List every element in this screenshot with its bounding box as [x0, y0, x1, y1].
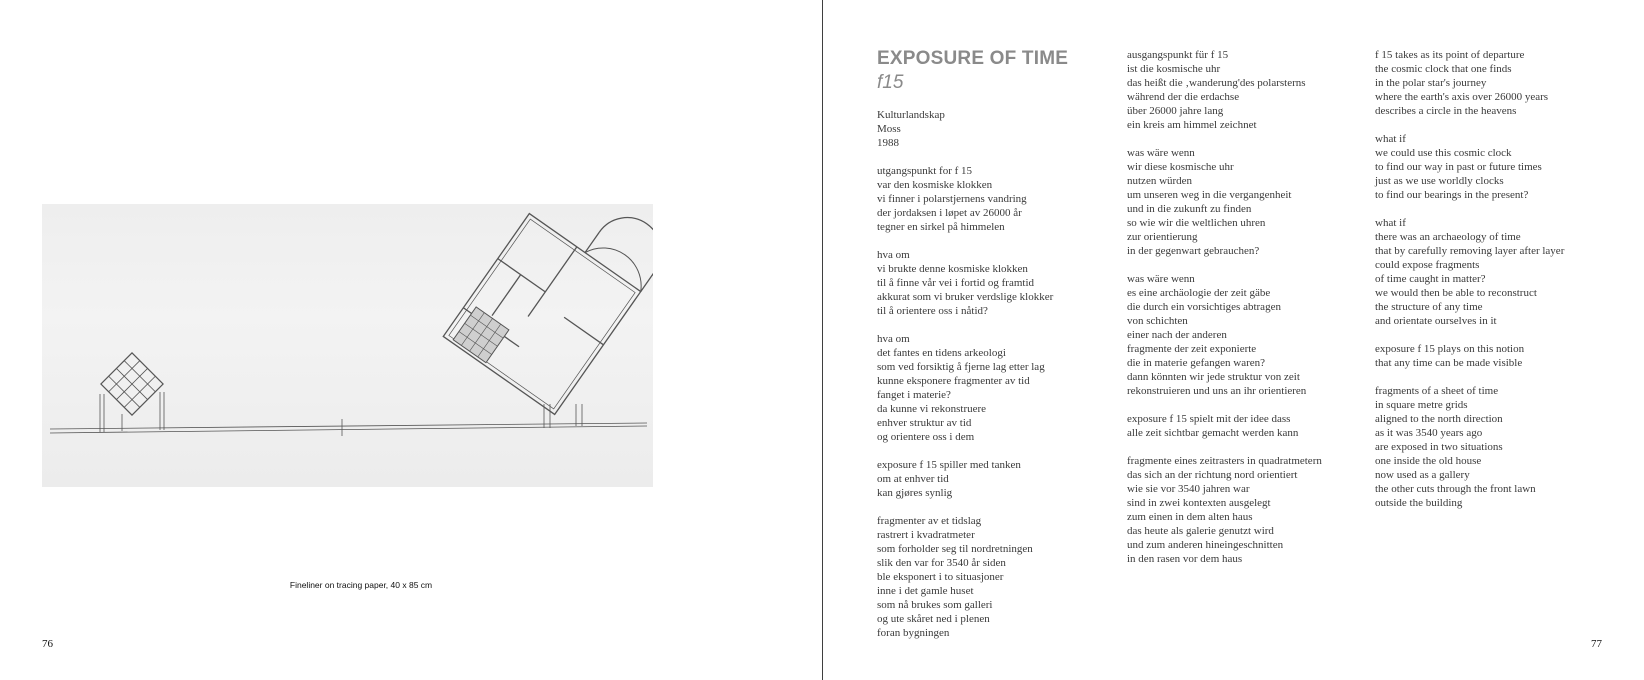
- text-line: where the earth's axis over 26000 years: [1375, 91, 1549, 103]
- text-line: nutzen würden: [1127, 175, 1193, 187]
- text-line: der jordaksen i løpet av 26000 år: [877, 207, 1022, 219]
- text-line: could expose fragments: [1375, 259, 1480, 271]
- page-number-left: 76: [42, 638, 53, 650]
- text-line: fragmenter av et tidslag: [877, 515, 982, 527]
- text-line: fragmente der zeit exponierte: [1127, 343, 1257, 355]
- text-line: alle zeit sichtbar gemacht werden kann: [1127, 427, 1299, 439]
- text-line: to find our bearings in the present?: [1375, 189, 1529, 201]
- text-line: wie sie vor 3540 jahren war: [1127, 483, 1250, 495]
- text-line: we would then be able to reconstruct: [1375, 287, 1537, 299]
- text-line: während der die erdachse: [1127, 91, 1240, 103]
- text-line: dann könnten wir jede struktur von zeit: [1127, 371, 1300, 383]
- text-line: von schichten: [1127, 315, 1188, 327]
- text-line: und zum anderen hineingeschnitten: [1127, 539, 1284, 551]
- text-line: vi brukte denne kosmiske klokken: [877, 263, 1028, 275]
- text-line: det fantes en tidens arkeologi: [877, 347, 1006, 359]
- stanza: [877, 248, 1053, 318]
- text-line: kan gjøres synlig: [877, 487, 953, 499]
- stanza: [1127, 48, 1322, 132]
- text-line: ist die kosmische uhr: [1127, 63, 1221, 75]
- text-line: akkurat som vi bruker verdslige klokker: [877, 291, 1054, 303]
- text-line: the cosmic clock that one finds: [1375, 63, 1512, 75]
- text-line: das sich an der richtung nord orientiert: [1127, 469, 1298, 481]
- stanza: [1375, 342, 1564, 370]
- text-line: Moss: [877, 123, 901, 135]
- page-subtitle: f15: [877, 72, 904, 93]
- text-line: the other cuts through the front lawn: [1375, 483, 1536, 495]
- german-text-column: [1127, 48, 1322, 580]
- text-line: describes a circle in the heavens: [1375, 105, 1517, 117]
- text-line: ble eksponert i to situasjoner: [877, 571, 1004, 583]
- text-line: the structure of any time: [1375, 301, 1483, 313]
- text-line: are exposed in two situations: [1375, 441, 1503, 453]
- text-line: so wie wir die weltlichen uhren: [1127, 217, 1266, 229]
- text-line: exposure f 15 spiller med tanken: [877, 459, 1021, 471]
- text-line: til å finne vår vei i fortid og framtid: [877, 277, 1035, 289]
- architectural-drawing: [42, 204, 653, 487]
- text-line: just as we use worldly clocks: [1375, 175, 1504, 187]
- text-line: og ute skåret ned i plenen: [877, 613, 990, 625]
- text-line: som forholder seg til nordretningen: [877, 543, 1033, 555]
- text-line: tegner en sirkel på himmelen: [877, 221, 1005, 233]
- text-line: über 26000 jahre lang: [1127, 105, 1224, 117]
- text-line: in der gegenwart gebrauchen?: [1127, 245, 1260, 257]
- page-gutter: [822, 0, 823, 680]
- text-line: to find our way in past or future times: [1375, 161, 1542, 173]
- text-line: was wäre wenn: [1127, 273, 1195, 285]
- stanza: [1127, 412, 1322, 440]
- text-line: that any time can be made visible: [1375, 357, 1523, 369]
- stanza: [877, 108, 1053, 150]
- text-line: f 15 takes as its point of departure: [1375, 49, 1525, 61]
- text-line: 1988: [877, 137, 899, 149]
- text-line: die in materie gefangen waren?: [1127, 357, 1266, 369]
- figure-caption: Fineliner on tracing paper, 40 x 85 cm: [289, 580, 433, 590]
- page-number-right: 77: [1591, 638, 1602, 650]
- text-line: there was an archaeology of time: [1375, 231, 1521, 243]
- text-line: wir diese kosmische uhr: [1127, 161, 1234, 173]
- text-line: vi finner i polarstjernens vandring: [877, 193, 1027, 205]
- text-line: og orientere oss i dem: [877, 431, 975, 443]
- text-line: til å orientere oss i nåtid?: [877, 305, 988, 317]
- stanza: [1375, 132, 1564, 202]
- text-line: of time caught in matter?: [1375, 273, 1486, 285]
- text-line: ausgangspunkt für f 15: [1127, 49, 1229, 61]
- text-line: zur orientierung: [1127, 231, 1198, 243]
- text-line: om at enhver tid: [877, 473, 949, 485]
- text-line: inne i det gamle huset: [877, 585, 974, 597]
- text-line: utgangspunkt for f 15: [877, 165, 973, 177]
- text-line: in square metre grids: [1375, 399, 1468, 411]
- text-line: kunne eksponere fragmenter av tid: [877, 375, 1030, 387]
- stanza: [1375, 48, 1564, 118]
- stanza: [1127, 454, 1322, 566]
- text-line: Kulturlandskap: [877, 109, 945, 121]
- text-line: that by carefully removing layer after layer: [1375, 245, 1565, 257]
- text-line: fragments of a sheet of time: [1375, 385, 1499, 397]
- text-line: now used as a gallery: [1375, 469, 1470, 481]
- text-line: outside the building: [1375, 497, 1463, 509]
- text-line: what if: [1375, 217, 1406, 229]
- text-line: and orientate ourselves in it: [1375, 315, 1497, 327]
- text-line: fanget i materie?: [877, 389, 951, 401]
- text-line: in the polar star's journey: [1375, 77, 1487, 89]
- page-title: EXPOSURE OF TIME: [877, 48, 1069, 69]
- text-line: um unseren weg in die vergangenheit: [1127, 189, 1292, 201]
- text-line: foran bygningen: [877, 627, 950, 639]
- text-line: enhver struktur av tid: [877, 417, 972, 429]
- text-line: hva om: [877, 249, 910, 261]
- text-line: aligned to the north direction: [1375, 413, 1503, 425]
- text-line: in den rasen vor dem haus: [1127, 553, 1243, 565]
- text-line: was wäre wenn: [1127, 147, 1195, 159]
- text-line: rekonstruieren und uns an ihr orientieren: [1127, 385, 1307, 397]
- text-line: zum einen in dem alten haus: [1127, 511, 1253, 523]
- text-line: sind in zwei kontexten ausgelegt: [1127, 497, 1271, 509]
- stanza: [877, 332, 1053, 444]
- text-line: som ved forsiktig å fjerne lag etter lag: [877, 361, 1045, 373]
- stanza: [877, 164, 1053, 234]
- stanza: [877, 458, 1053, 500]
- text-line: ein kreis am himmel zeichnet: [1127, 119, 1257, 131]
- text-line: rastrert i kvadratmeter: [877, 529, 975, 541]
- norwegian-text-column: [877, 108, 1053, 654]
- stanza: [1375, 216, 1564, 328]
- stanza: [1127, 146, 1322, 258]
- text-line: die durch ein vorsichtiges abtragen: [1127, 301, 1281, 313]
- text-line: var den kosmiske klokken: [877, 179, 993, 191]
- text-line: es eine archäologie der zeit gäbe: [1127, 287, 1271, 299]
- text-line: da kunne vi rekonstruere: [877, 403, 987, 415]
- stanza: [1127, 272, 1322, 398]
- text-line: exposure f 15 spielt mit der idee dass: [1127, 413, 1291, 425]
- text-line: we could use this cosmic clock: [1375, 147, 1512, 159]
- stanza: [1375, 384, 1564, 510]
- text-line: as it was 3540 years ago: [1375, 427, 1483, 439]
- text-line: und in die zukunft zu finden: [1127, 203, 1252, 215]
- text-line: slik den var for 3540 år siden: [877, 557, 1006, 569]
- text-line: fragmente eines zeitrasters in quadratmetern: [1127, 455, 1322, 467]
- text-line: one inside the old house: [1375, 455, 1482, 467]
- english-text-column: [1375, 48, 1564, 524]
- text-line: das heute als galerie genutzt wird: [1127, 525, 1274, 537]
- text-line: das heißt die ‚wanderung'des polarsterns: [1127, 77, 1306, 89]
- stanza: [877, 514, 1053, 640]
- text-line: hva om: [877, 333, 910, 345]
- text-line: what if: [1375, 133, 1406, 145]
- text-line: som nå brukes som galleri: [877, 599, 993, 611]
- text-line: einer nach der anderen: [1127, 329, 1227, 341]
- text-line: exposure f 15 plays on this notion: [1375, 343, 1525, 355]
